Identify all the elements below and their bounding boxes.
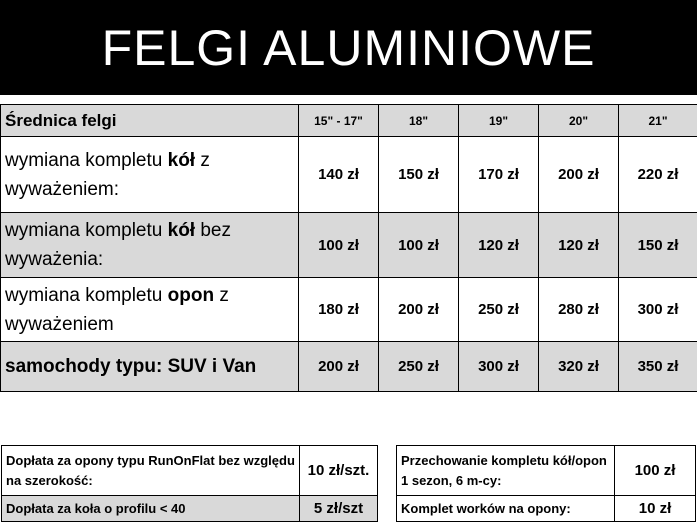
price-cell: 200 zł (299, 342, 379, 392)
header-size: 19" (459, 105, 539, 137)
row-label (1, 137, 299, 213)
label-text: z wyważeniem: (5, 149, 210, 200)
price-cell: 150 zł (619, 213, 697, 278)
low-profile-surcharge-value: 5 zł/szt (300, 496, 378, 522)
header-rim-diameter: Średnica felgi (1, 105, 299, 137)
header-size: 20" (539, 105, 619, 137)
price-cell: 220 zł (619, 137, 697, 213)
price-cell: 120 zł (539, 213, 619, 278)
label-bold: kół (167, 149, 196, 171)
table-header-row (1, 105, 697, 137)
box-row (397, 446, 696, 496)
price-cell: 300 zł (459, 342, 539, 392)
header-size: 21" (619, 105, 697, 137)
surcharge-box (1, 445, 378, 522)
header-size: 18" (379, 105, 459, 137)
price-cell: 180 zł (299, 278, 379, 342)
box-row (2, 496, 378, 522)
price-cell: 200 zł (539, 137, 619, 213)
label-text: wymiana kompletu (5, 284, 168, 306)
price-cell: 100 zł (299, 213, 379, 278)
page-title-banner (0, 0, 697, 95)
price-cell: 350 zł (619, 342, 697, 392)
tire-bags-label: Komplet worków na opony: (397, 496, 615, 522)
table-row (1, 213, 697, 278)
price-cell: 320 zł (539, 342, 619, 392)
header-size: 15" - 17" (299, 105, 379, 137)
table-row (1, 342, 697, 392)
label-text: wymiana kompletu (5, 220, 168, 241)
price-cell: 280 zł (539, 278, 619, 342)
price-cell: 120 zł (459, 213, 539, 278)
label-text: z wyważeniem (5, 284, 229, 335)
runflat-surcharge-label: Dopłata za opony typu RunOnFlat bez względu na szerokość: (2, 446, 300, 496)
price-cell: 140 zł (299, 137, 379, 213)
row-label (1, 342, 299, 392)
low-profile-surcharge-label: Dopłata za koła o profilu < 40 (2, 496, 300, 522)
box-row (397, 496, 696, 522)
price-cell: 150 zł (379, 137, 459, 213)
tire-bags-value: 10 zł (615, 496, 696, 522)
price-cell: 250 zł (459, 278, 539, 342)
price-cell: 170 zł (459, 137, 539, 213)
price-cell: 300 zł (619, 278, 697, 342)
row-label (1, 278, 299, 342)
label-text: wymiana kompletu (5, 149, 168, 171)
table-row (1, 278, 697, 342)
storage-box (396, 445, 696, 522)
label-text: bez wyważenia: (5, 220, 231, 270)
box-row (2, 446, 378, 496)
table-row (1, 137, 697, 213)
price-cell: 250 zł (379, 342, 459, 392)
storage-value: 100 zł (615, 446, 696, 496)
runflat-surcharge-value: 10 zł/szt. (300, 446, 378, 496)
label-bold: samochody typu: SUV i Van (5, 356, 257, 377)
page-title: FELGI ALUMINIOWE (101, 19, 596, 76)
row-label (1, 213, 299, 278)
price-cell: 100 zł (379, 213, 459, 278)
storage-label: Przechowanie kompletu kół/opon 1 sezon, 6 m-cy: (397, 446, 615, 496)
label-bold: opon (167, 284, 215, 306)
label-bold: kół (167, 220, 196, 241)
price-cell: 200 zł (379, 278, 459, 342)
price-table (0, 104, 697, 392)
